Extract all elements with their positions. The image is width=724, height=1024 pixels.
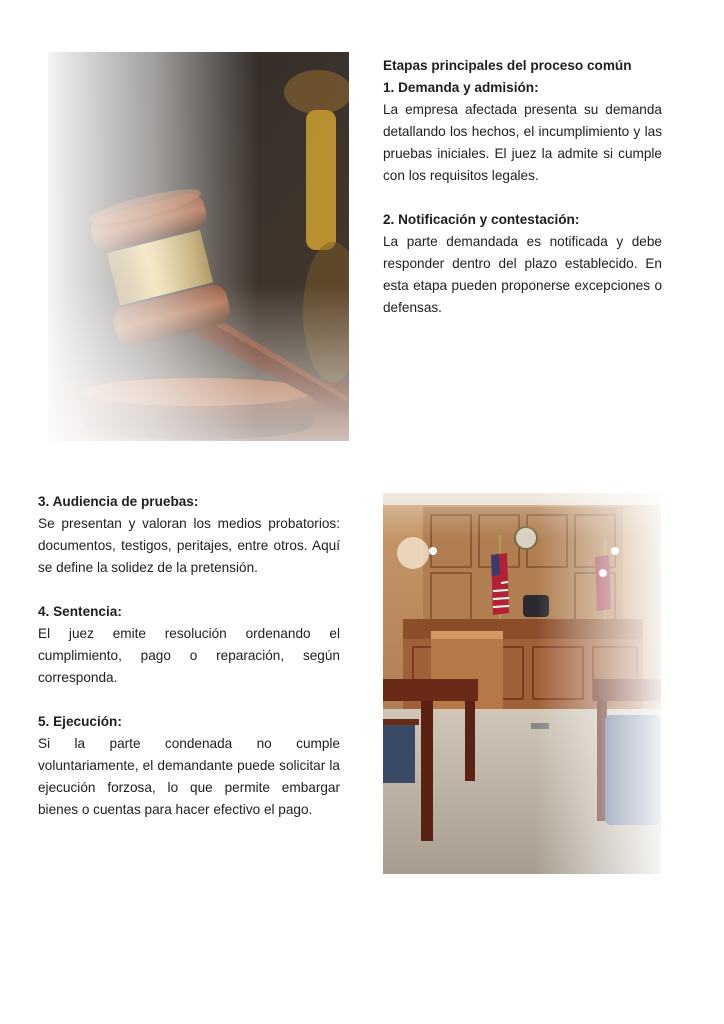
stage-5-heading: 5. Ejecución: [38,714,122,729]
gavel-photo [48,52,349,441]
stage-4-body: El juez emite resolución ordenando el cumplimiento, pago o reparación, según corresponda. [38,626,340,685]
intro-text-column [383,55,662,319]
stage-3-heading: 3. Audiencia de pruebas: [38,494,199,509]
courtroom-photo [383,493,661,874]
stage-2-body: La parte demandada es notificada y debe responder dentro del plazo establecido. En esta etapa pueden proponerse excepciones o defensas. [383,234,662,315]
stage-5-body: Si la parte condenada no cumple voluntariamente, el demandante puede solicitar la ejecución forzosa, lo que permite embargar bienes o cuentas para hacer efectivo el pago. [38,736,340,817]
stages-text-column [38,491,340,821]
stage-3-body: Se presentan y valoran los medios probatorios: documentos, testigos, peritajes, entre otros. Aquí se define la solidez de la pretensión. [38,516,340,575]
document-title: Etapas principales del proceso común [383,58,632,73]
stage-1-body: La empresa afectada presenta su demanda detallando los hechos, el incumplimiento y las pruebas iniciales. El juez la admite si cumple con los requisitos legales. [383,102,662,183]
stage-1-heading: 1. Demanda y admisión: [383,80,539,95]
stage-4-heading: 4. Sentencia: [38,604,122,619]
stage-2-heading: 2. Notificación y contestación: [383,212,580,227]
